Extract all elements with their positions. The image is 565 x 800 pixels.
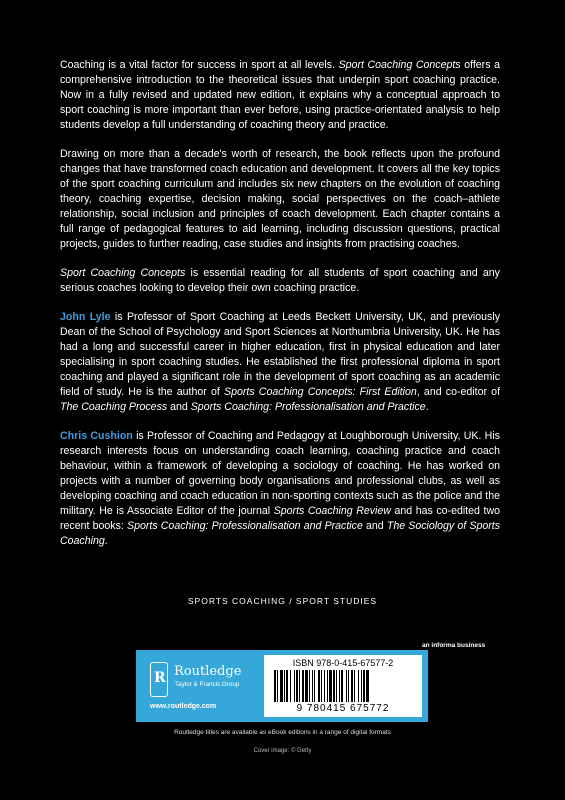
- publisher-group: Taylor & Francis Group: [175, 681, 240, 688]
- barcode-bar: [286, 670, 288, 702]
- bio-text: is Professor of Coaching and Pedagogy at Loughborough University, UK. His research interests focus on understanding coach learning, coaching practice and coach behaviour, within a framework of developing a sociology of coaching. He has worked on projects with a number of governing body organisations and professional clubs, as well as developing coaching and coach education in non-sporting contexts such as the police and the military. He is Associate Editor of the journal: [60, 430, 500, 517]
- book-title: The Coaching Process: [60, 401, 168, 413]
- barcode-bar: [296, 670, 298, 702]
- book-title: Sport Coaching Concepts: [338, 59, 461, 71]
- barcode-bar: [329, 670, 332, 702]
- bio-text: .: [104, 535, 108, 547]
- barcode-bar: [294, 670, 295, 702]
- barcode-bar: [324, 670, 325, 702]
- barcode-bar: [305, 670, 308, 702]
- barcode-panel: [264, 655, 422, 717]
- ebook-note: Routledge titles are available as eBook editions in a range of digital formats: [174, 729, 391, 736]
- book-title: The Sociology of Sports Coaching: [60, 520, 500, 547]
- publisher-name: Routledge: [174, 664, 242, 679]
- barcode-bar: [312, 670, 313, 702]
- barcode-bar: [354, 670, 355, 702]
- barcode-bar: [348, 670, 349, 702]
- bio-text: .: [425, 401, 429, 413]
- logo-letter: R: [154, 670, 166, 686]
- barcode-bar: [346, 670, 347, 702]
- cover-credit: Cover image: © Getty: [253, 748, 312, 754]
- barcode-bar: [351, 670, 353, 702]
- bio-text: is Professor of Sport Coaching at Leeds Beckett University, UK, and previously Dean of the School of Psychology and Sport Sciences at Northumbria University, UK. He has had a long and successful career in higher education, first in physical education and later specialising in sport coaching studies. He established the first professional diploma in sport coaching and played a significant role in the development of sport coaching as an academic field of study. He is the author of: [60, 311, 500, 398]
- informa-tagline: an informa business: [422, 642, 486, 649]
- barcode-bar: [290, 670, 291, 702]
- back-cover-text: [60, 58, 500, 563]
- barcode: [272, 670, 414, 702]
- barcode-bar: [284, 670, 285, 702]
- author-bio-2: [60, 429, 500, 549]
- book-title: Sports Coaching: Professionalisation and Practice: [127, 520, 363, 532]
- barcode-bar: [327, 670, 328, 702]
- barcode-bar: [280, 670, 283, 702]
- barcode-bar: [277, 670, 278, 702]
- publisher-panel: [136, 650, 428, 722]
- publisher-url: www.routledge.com: [150, 703, 217, 710]
- barcode-bar: [333, 670, 335, 702]
- barcode-bar: [314, 670, 315, 702]
- barcode-bar: [358, 670, 359, 702]
- blurb-paragraph-2: Drawing on more than a decade's worth of research, the book reflects upon the profound changes that have transformed coach education and development. It covers all the key topics of the sport coaching curriculum and includes six new chapters on the evolution of coaching theory, coaching expertise, decision making, social perspectives on the coach–athlete relationship, social inclusion and principles of coach development. Each chapter contains a full range of pedagogical features to aid learning, including discussion questions, practical projects, guides to further reading, case studies and insights from practising coaches.: [60, 148, 500, 250]
- barcode-bar: [318, 670, 320, 702]
- bio-text: , and co-editor of: [416, 386, 501, 398]
- barcode-bar: [302, 670, 304, 702]
- barcode-bar: [336, 670, 337, 702]
- book-title: Sport Coaching Concepts: [60, 267, 186, 279]
- barcode-bar: [341, 670, 343, 702]
- barcode-bar: [299, 670, 300, 702]
- author-bio-1: [60, 310, 500, 415]
- blurb-text: Coaching is a vital factor for success in sport at all levels.: [60, 59, 339, 71]
- journal-title: Sports Coaching Review: [273, 505, 391, 517]
- barcode-bar: [274, 670, 276, 702]
- barcode-bar: [361, 670, 362, 702]
- barcode-bar: [363, 670, 365, 702]
- blurb-text: offers a comprehensive introduction to the theoretical issues that underpin sport coaching practice. Now in a fully revised and updated new edition, it explains why a conceptual approach to sport coaching is more important than ever before, using practice-orientated analysis to help students develop a full understanding of coaching theory and practice.: [60, 59, 500, 131]
- bio-text: and: [167, 401, 191, 413]
- book-title: Sports Coaching: Professionalisation and Practice: [190, 401, 426, 413]
- blurb-text: is essential reading for all students of sport coaching and any serious coaches looking to develop their own coaching practice.: [60, 267, 500, 294]
- barcode-bar: [366, 670, 369, 702]
- book-title: Sports Coaching Concepts: First Edition: [224, 386, 417, 398]
- bio-text: and: [362, 520, 387, 532]
- barcode-digits: 9 780415 675772: [296, 703, 390, 714]
- author-name: Chris Cushion: [60, 430, 133, 442]
- isbn-label: ISBN 978-0-415-67577-2: [292, 658, 394, 668]
- barcode-bar: [339, 670, 340, 702]
- barcode-bar: [321, 670, 322, 702]
- blurb-paragraph-1: [60, 58, 500, 133]
- author-name: John Lyle: [60, 311, 111, 323]
- routledge-logo-icon: [150, 662, 168, 697]
- subject-category: SPORTS COACHING / SPORT STUDIES: [187, 596, 378, 606]
- blurb-paragraph-3: [60, 266, 500, 296]
- bio-text: and has co-edited two recent books:: [60, 505, 500, 532]
- barcode-bar: [309, 670, 310, 702]
